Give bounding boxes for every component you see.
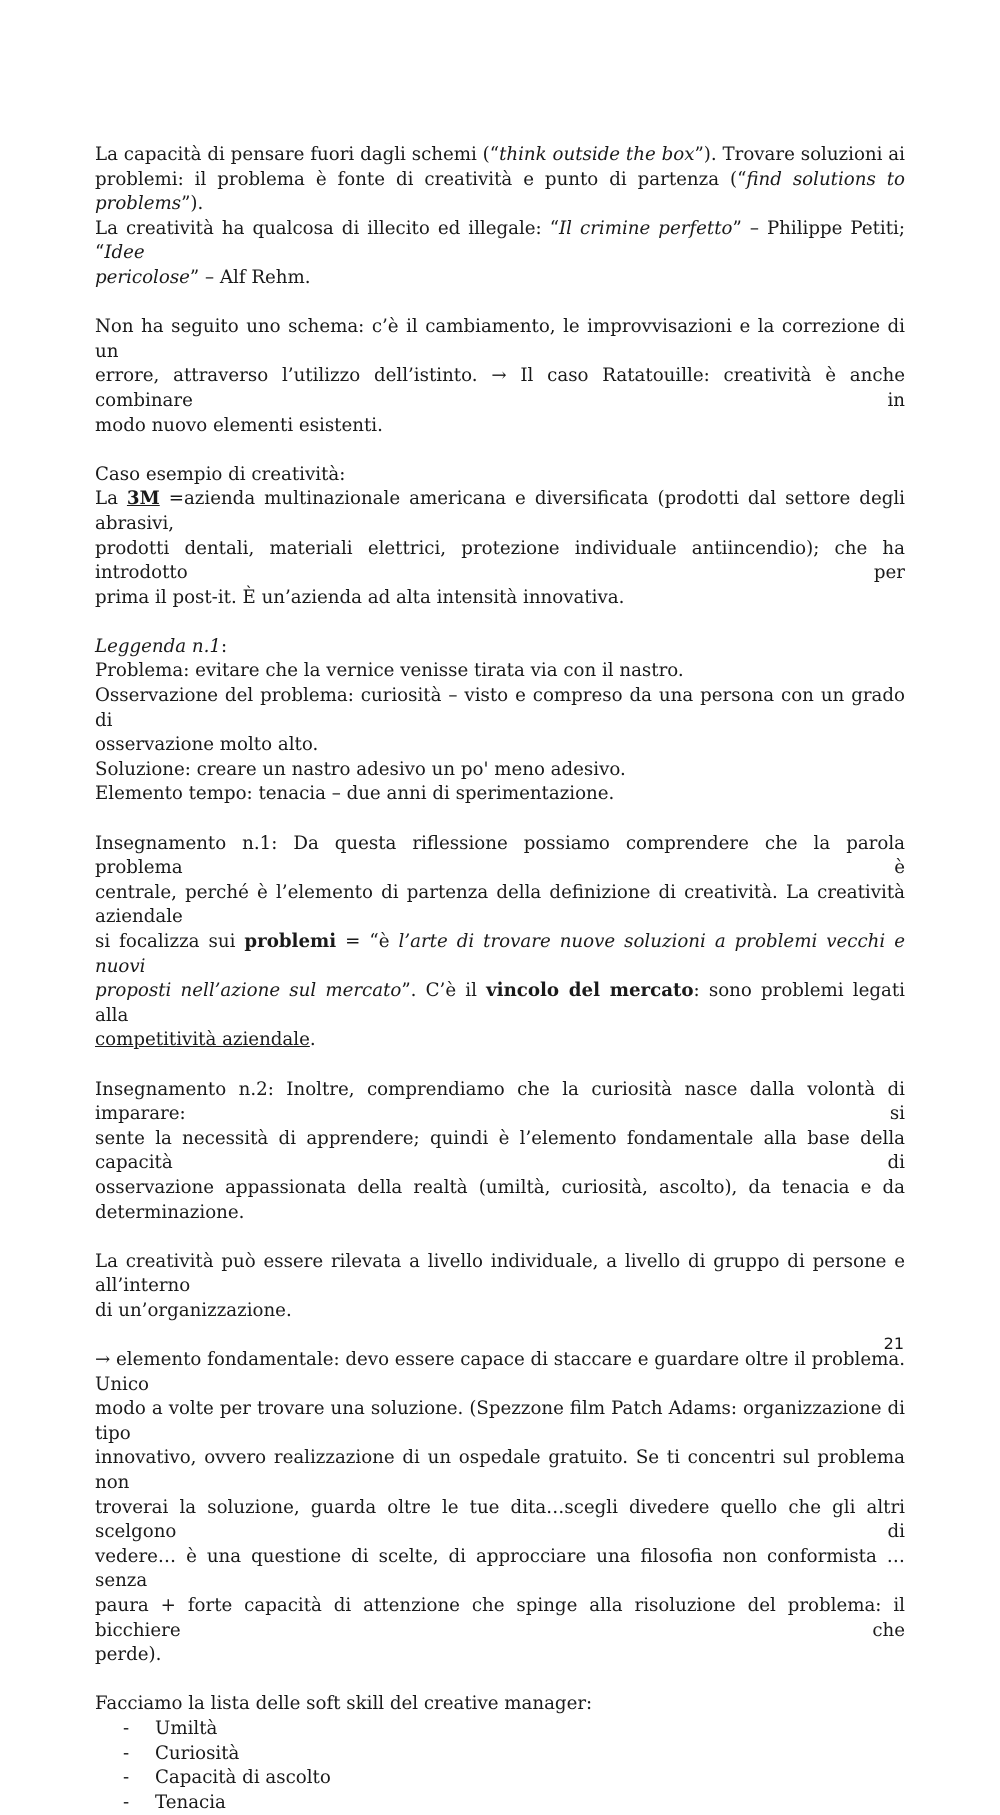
text-line: competitività aziendale.: [95, 1029, 316, 1051]
text-line: si focalizza sui problemi = “è l’arte di trovare nuove soluzioni a problemi vecchi e nuovi: [95, 931, 905, 977]
text-line: troverai la soluzione, guarda oltre le tue dita…scegli divedere quello che gli altri scelgono di: [95, 1496, 905, 1543]
text-line: modo nuovo elementi esistenti.: [95, 414, 383, 436]
text-line: La capacità di pensare fuori dagli schemi (“think outside the box”). Trovare soluzioni ai: [95, 144, 905, 165]
text-line: Caso esempio di creatività:: [95, 463, 346, 485]
list-dash: -: [123, 1718, 130, 1739]
text-line: Problema: evitare che la vernice venisse tirata via con il nastro.: [95, 660, 684, 682]
text-line: Non ha seguito uno schema: c’è il cambiamento, le improvvisazioni e la correzione di un: [95, 316, 905, 362]
soft-skills-list: [95, 1717, 905, 1815]
text-line: proposti nell’azione sul mercato”. C’è il vincolo del mercato: sono problemi legati alla: [95, 980, 905, 1026]
soft-skills-intro: Facciamo la lista delle soft skill del creative manager:: [95, 1693, 593, 1715]
text-line: La 3M =azienda multinazionale americana e diversificata (prodotti dal settore degli abrasivi,: [95, 488, 905, 534]
text-line: determinazione.: [95, 1201, 245, 1223]
paragraph-case-3m: [95, 463, 905, 611]
text-line: Elemento tempo: tenacia – due anni di sperimentazione.: [95, 783, 615, 805]
text-line: prima il post-it. È un’azienda ad alta intensità innovativa.: [95, 586, 625, 608]
text-line: sente la necessità di apprendere; quindi è l’elemento fondamentale alla base della capacità di: [95, 1127, 905, 1174]
list-item: - Curiosità: [95, 1742, 905, 1767]
text-line: La creatività può essere rilevata a livello individuale, a livello di gruppo di persone e all’interno: [95, 1250, 905, 1297]
text-line: vedere… è una questione di scelte, di approcciare una filosofia non conformista … senza: [95, 1545, 905, 1592]
text-line: problemi: il problema è fonte di creatività e punto di partenza (“find solutions to problems”).: [95, 168, 905, 215]
list-item: - Capacità di ascolto: [95, 1766, 905, 1791]
paragraph-think-outside-box: [95, 143, 905, 291]
paragraph-teaching-2: [95, 1078, 905, 1226]
paragraph-legend: [95, 635, 905, 807]
text-line: di un’organizzazione.: [95, 1299, 292, 1321]
text-line: Osservazione del problema: curiosità – visto e compreso da una persona con un grado di: [95, 685, 905, 731]
text-line: Soluzione: creare un nastro adesivo un po' meno adesivo.: [95, 758, 626, 780]
page-number: 21: [883, 1334, 904, 1353]
list-dash: -: [123, 1767, 130, 1789]
text-line: osservazione molto alto.: [95, 734, 319, 756]
text-line: centrale, perché è l’elemento di partenza della definizione di creatività. La creatività aziendale: [95, 881, 905, 928]
paragraph-schema: [95, 315, 905, 438]
text-line: osservazione appassionata della realtà (umiltà, curiosità, ascolto), da tenacia e da: [95, 1176, 905, 1198]
text-line: perde).: [95, 1644, 162, 1666]
paragraph-levels: [95, 1250, 905, 1324]
text-line: modo a volte per trovare una soluzione. (Spezzone film Patch Adams: organizzazione di tipo: [95, 1398, 905, 1444]
paragraph-soft-skills: [95, 1692, 905, 1717]
paragraph-patch-adams: [95, 1348, 905, 1668]
legend-heading: Leggenda n.1:: [95, 635, 228, 657]
list-dash: -: [123, 1791, 130, 1813]
list-item: - Tenacia: [95, 1791, 905, 1815]
list-item: - Umiltà: [95, 1717, 905, 1742]
text-line: pericolose” – Alf Rehm.: [95, 266, 311, 288]
text-line: errore, attraverso l’utilizzo dell’istinto. → Il caso Ratatouille: creatività è anche combinare in: [95, 365, 905, 411]
text-line: Insegnamento n.1: Da questa riflessione possiamo comprendere che la parola problema è: [95, 832, 905, 879]
text-line: paura + forte capacità di attenzione che spinge alla risoluzione del problema: il bicchiere che: [95, 1595, 905, 1641]
text-line: → elemento fondamentale: devo essere capace di staccare e guardare oltre il problema. Unico: [95, 1349, 905, 1395]
document-page: [95, 143, 905, 1815]
text-line: Insegnamento n.2: Inoltre, comprendiamo che la curiosità nasce dalla volontà di imparare: si: [95, 1078, 905, 1125]
paragraph-teaching-1: [95, 832, 905, 1053]
company-3m: 3M: [126, 488, 160, 510]
text-line: La creatività ha qualcosa di illecito ed illegale: “Il crimine perfetto” – Philippe Petiti; “Idee: [95, 217, 905, 264]
text-line: innovativo, ovvero realizzazione di un ospedale gratuito. Se ti concentri sul problema non: [95, 1447, 905, 1494]
text-line: prodotti dentali, materiali elettrici, protezione individuale antiincendio); che ha introdotto per: [95, 537, 905, 584]
list-dash: -: [123, 1742, 130, 1764]
